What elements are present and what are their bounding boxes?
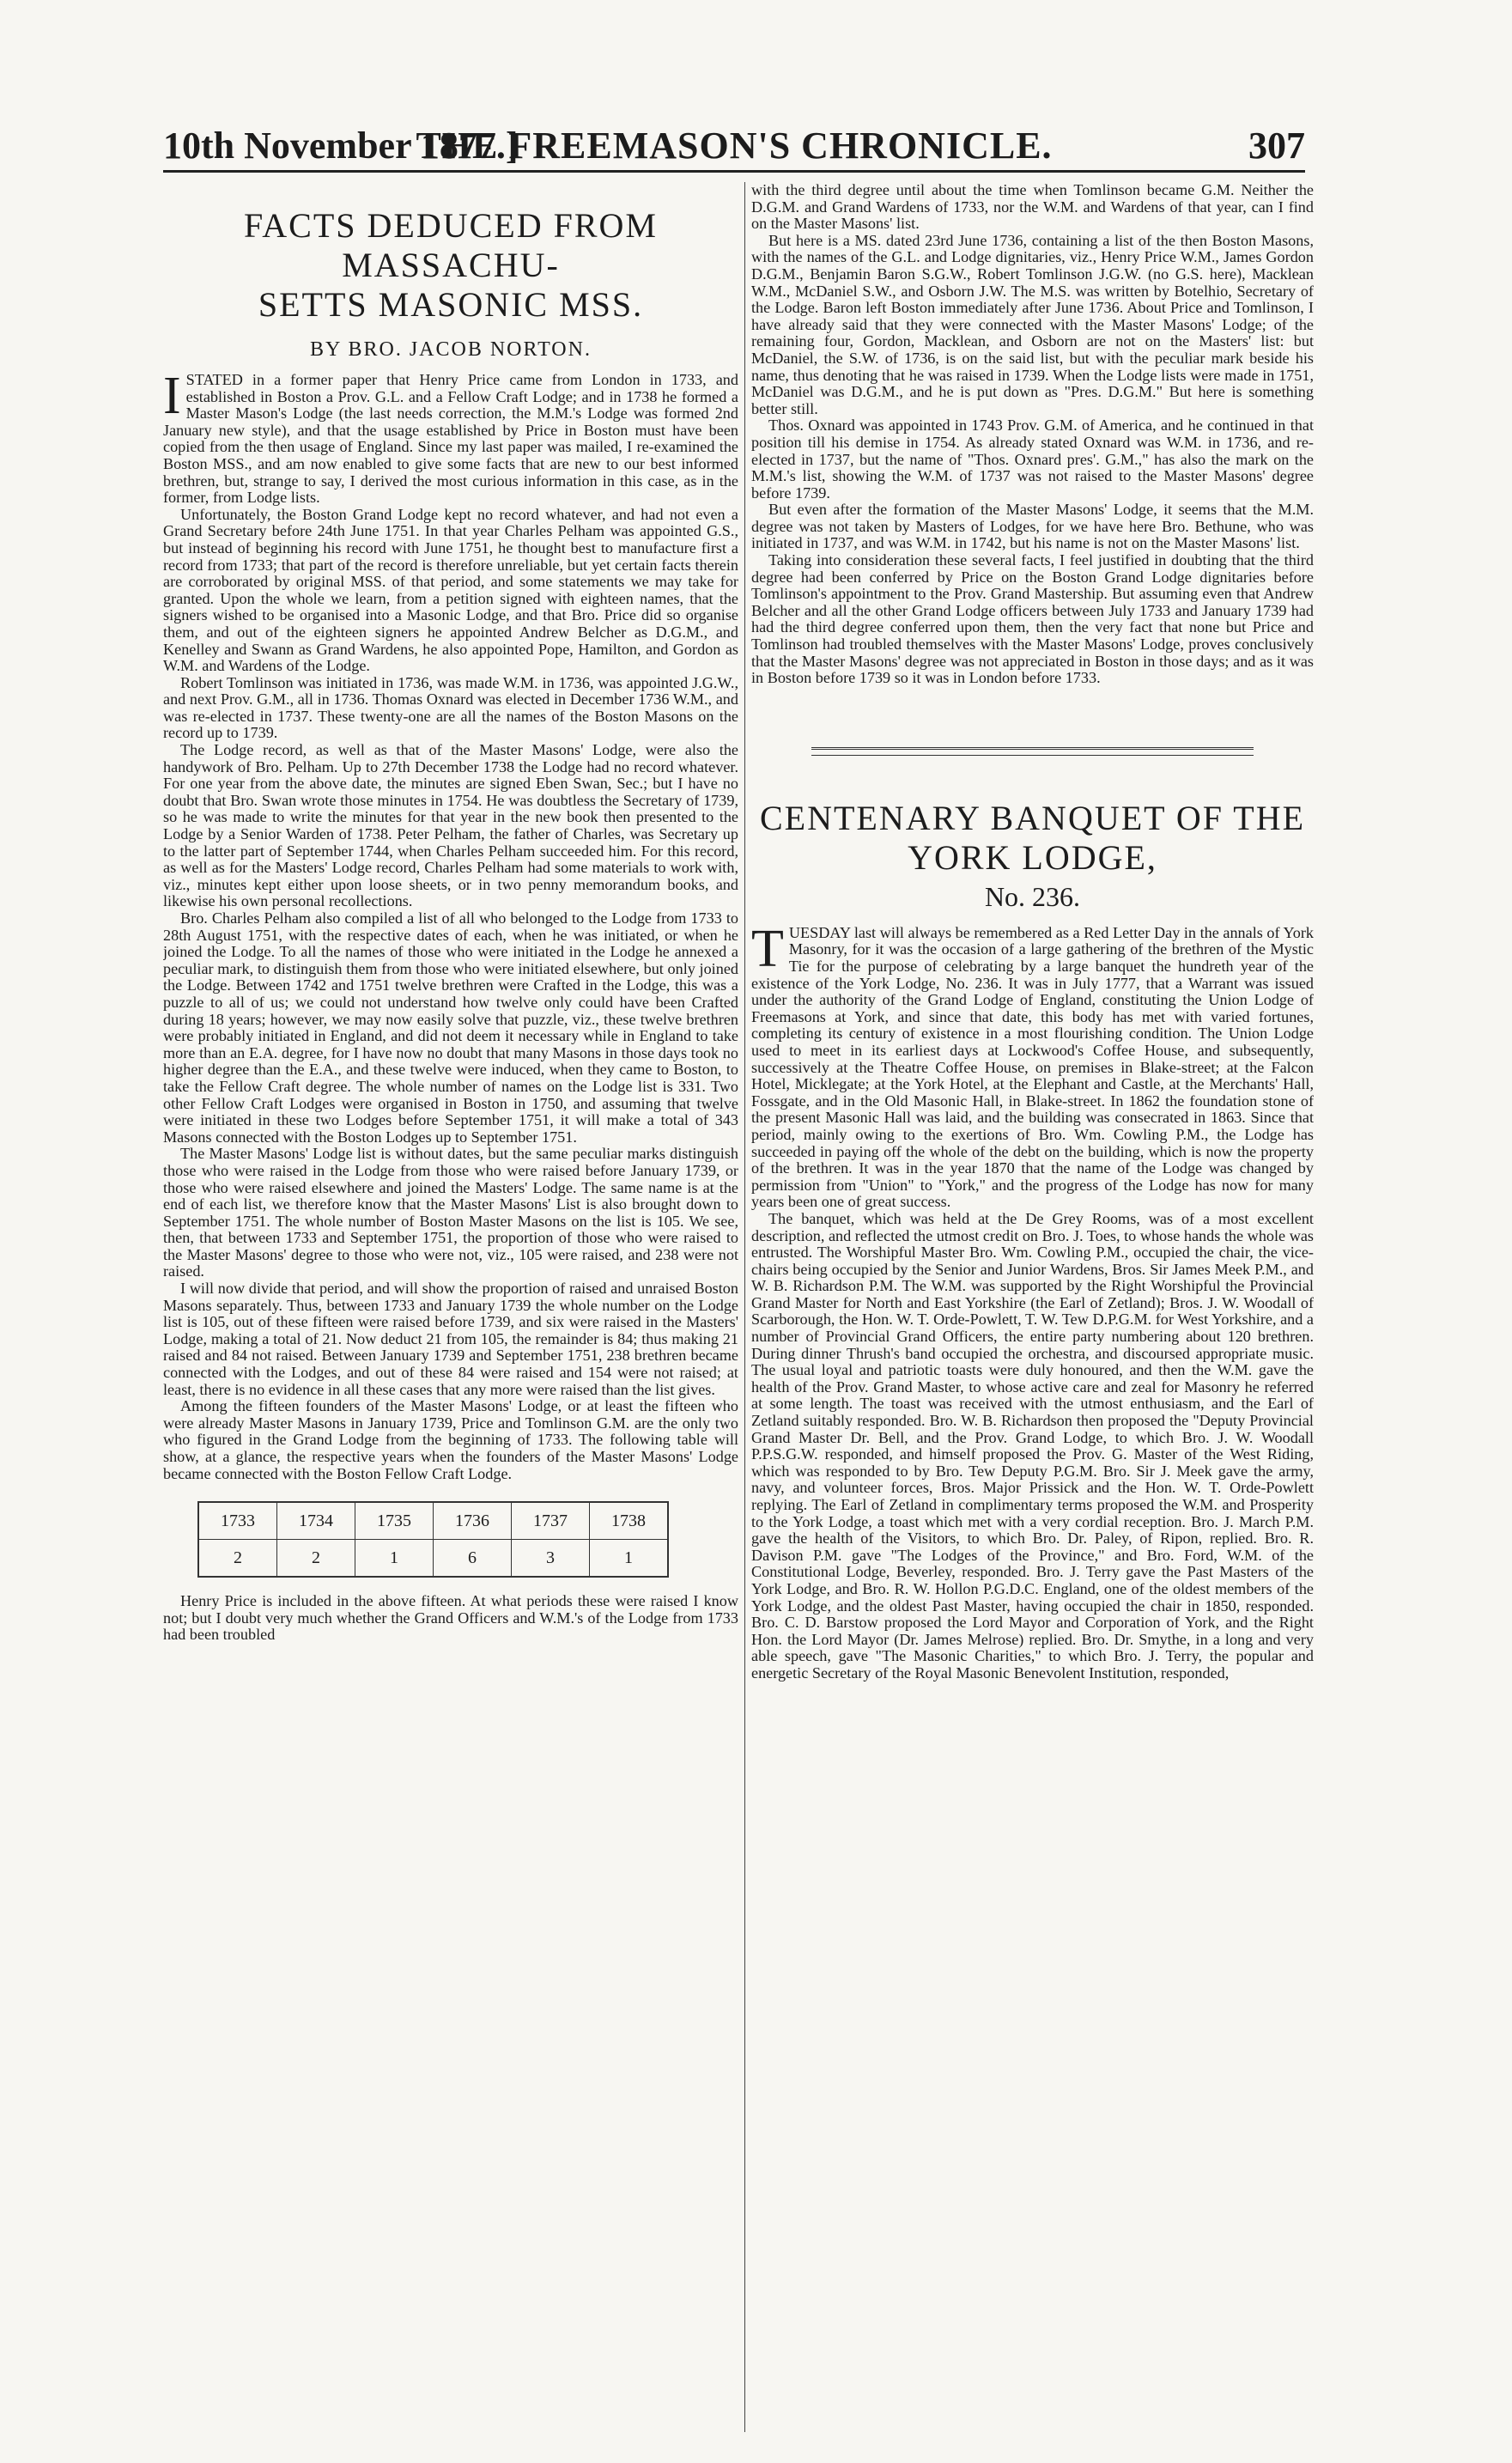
drop-cap: I xyxy=(163,367,181,425)
paragraph: Bro. Charles Pelham also compiled a list of all who belonged to the Lodge from 1733 to 28th August 1751, with the respective dates of each, when he was initiated, or when he joined the Lodge. To all the names of those who were initiated in the Lodge he annexed a peculiar mark, to distinguish them from those who were initiated elsewhere, but only joined the Lodge. Between 1742 and 1751 twelve brethren were Crafted in the Lodge, this was a puzzle to all of us; we could not understand how twelve only could have been Crafted during 18 years; however, we may now easily solve that puzzle, viz., these twelve brethren were probably initiated in England, and did not deem it necessary while in England to take more than an E.A. degree, for I have now no doubt that many Masons in those days took no higher degree than the E.A., and these twelve were induced, when they came to Boston, to take the Fellow Craft degree. The whole number of names on the Lodge list is 331. Two other Fellow Craft Lodges were organised in Boston in 1750, and assuming that twelve were initiated in these two Lodges before September 1751, it will make a total of 343 Masons connected with the Boston Lodges up to September 1751. xyxy=(163,909,738,1146)
table-cell: 1735 xyxy=(355,1502,434,1540)
paragraph: with the third degree until about the time when Tomlinson became G.M. Neither the D.G.M. and Grand Wardens of 1733, nor the W.M. and Wardens of that year, can I find on the Master Masons' list. xyxy=(751,182,1314,233)
page-number: 307 xyxy=(1248,125,1305,167)
table-row-counts xyxy=(198,1540,668,1578)
left-column xyxy=(163,182,738,2432)
paragraph: Robert Tomlinson was initiated in 1736, was made W.M. in 1736, was appointed J.G.W., and next Prov. G.M., all in 1736. Thomas Oxnard was elected in December 1736 W.M., and was re-elected in 1737. These twenty-one are all the names of the Boston Masons on the record up to 1739. xyxy=(163,673,738,742)
lodge-number: No. 236. xyxy=(984,880,1081,912)
table-cell: 1736 xyxy=(434,1502,512,1540)
table-cell: 1 xyxy=(590,1540,669,1578)
byline: BY BRO. JACOB NORTON. xyxy=(310,338,592,361)
table-cell: 1734 xyxy=(277,1502,355,1540)
paragraph: ISTATED in a former paper that Henry Price came from London in 1733, and established in Boston a Prov. G.L. and a Fellow Craft Lodge; and in 1738 he formed a Master Mason's Lodge (the last needs correction, the M.M.'s Lodge was formed 2nd January new style), and that the usage established by Price in Boston must have been copied from the then usage of England. Since my last paper was mailed, I re-examined the Boston MSS., and am now enabled to give some facts that are new to our best informed brethren, but, strange to say, I derived the most curious information in this case, as in the former, from Lodge lists. xyxy=(163,367,738,507)
paragraph: Thos. Oxnard was appointed in 1743 Prov. G.M. of America, and he continued in that position till his demise in 1754. As already stated Oxnard was W.M. in 1736, and re-elected in 1737, but the name of "Thos. Oxnard pres'. G.M.," has also the mark on the M.M.'s list, showing the W.M. of 1737 was not raised to the Master Masons' degree before 1739. xyxy=(751,417,1314,502)
paragraph: TUESDAY last will always be remembered as a Red Letter Day in the annals of York Masonry, for it was the occasion of a large gathering of the brethren of the Mystic Tie for the purpose of celebrating by a large banquet the hundreth year of the existence of the York Lodge, No. 236. It was in July 1777, that a Warrant was issued under the authority of the Grand Lodge of England, constituting the Union Lodge of Freemasons at York, and since that date, this body has met with varied fortunes, completing its century of existence in a most flourishing condition. The Union Lodge used to meet in its earliest days at Lockwood's Coffee House, and subsequently, successively at the Theatre Coffee House, on premises in Blake-street; at the Falcon Hotel, Micklegate; at the York Hotel, at the Elephant and Castle, at the Merchants' Hall, Fossgate, and in the Old Masonic Hall, in Blake-street. In 1862 the foundation stone of the present Masonic Hall was laid, and the building was consecrated in 1863. Since that period, mainly owing to the exertions of Bro. Wm. Cowling P.M., the Lodge has succeeded in paying off the whole of the debt on the building, which is now the property of the brethren. It was in the year 1870 that the name of the Lodge was changed by permission from "Union" to "York," and the progress of the Lodge has now for many years been one of great success. xyxy=(751,919,1314,1211)
masthead xyxy=(163,119,1305,173)
founders-year-table xyxy=(197,1501,669,1578)
table-row-years xyxy=(198,1502,668,1540)
title-line-1: FACTS DEDUCED FROM MASSACHU- xyxy=(244,206,658,284)
right-column xyxy=(751,182,1314,2432)
paragraph: Taking into consideration these several facts, I feel justified in doubting that the third degree had been conferred by Price on the Boston Grand Lodge dignitaries before Tomlinson's appointment to the Prov. Grand Mastership. But assuming even that Andrew Belcher and all the other Grand Lodge officers between July 1733 and January 1739 had had the third degree conferred upon them, then the very fact that none but Price and Tomlinson had troubled themselves with the Master Masons' Lodge, proves conclusively that the Master Masons' degree was not appreciated in Boston in those days; and as it was in Boston before 1739 so it was in London before 1733. xyxy=(751,551,1314,687)
title-line-2: SETTS MASONIC MSS. xyxy=(258,285,644,324)
table-cell: 1738 xyxy=(590,1502,669,1540)
drop-cap: T xyxy=(751,919,784,978)
paragraph: The Master Masons' Lodge list is without dates, but the same peculiar marks distinguish those who were raised in the Lodge from those who were raised before January 1739, or those who were raised elsewhere and joined the Masters' Lodge. The same name is at the end of each list, we therefore know that the Master Masons' List is also brought down to September 1751. The whole number of Boston Master Masons on the list is 105. We see, then, that between 1733 and September 1751, the proportion of those who were raised to the Master Masons' degree to those who were not, viz., 105 were raised, and 238 were not raised. xyxy=(163,1145,738,1280)
article-title-york-lodge: CENTENARY BANQUET OF THE YORK LODGE, xyxy=(759,798,1306,877)
publication-title: THE FREEMASON'S CHRONICLE. xyxy=(416,125,1053,167)
paragraph: Among the fifteen founders of the Master Masons' Lodge, or at least the fifteen who were already Master Masons in January 1739, Price and Tomlinson G.M. are the only two who figured in the Grand Lodge from the beginning of 1733. The following table will show, at a glance, the respective years when the founders of the Master Masons' Lodge became connected with the Boston Fellow Craft Lodge. xyxy=(163,1397,738,1482)
table-cell: 3 xyxy=(512,1540,590,1578)
column-divider xyxy=(744,182,745,2432)
paragraph: But here is a MS. dated 23rd June 1736, containing a list of the then Boston Masons, with the names of the G.L. and Lodge dignitaries, viz., Henry Price W.M., James Gordon D.G.M., Benjamin Baron S.G.W., Robert Tomlinson J.G.W. (no G.S. here), Macklean W.M., McDaniel S.W., and Osborn J.W. The M.S. was written by Botelhio, Secretary of the Lodge. Baron left Boston immediately after June 1736. About Price and Tomlinson, I have already said that they were connected with the Master Masons' Lodge; of the remaining four, Gordon, Macklean, and Osborn are not on the Masters' list: but McDaniel, the S.W. of 1736, is on the said list, but with the peculiar mark beside his name, thus denoting that he was raised in 1739. When the Lodge lists were made in 1751, McDaniel was D.G.M., and he is put down as "Pres. D.G.M." But here is something better still. xyxy=(751,231,1314,417)
paragraph: I will now divide that period, and will show the proportion of raised and unraised Boston Masons separately. Thus, between 1733 and January 1739 the whole number on the Lodge list is 105, out of these fifteen were raised before 1739, and six were raised in the Masters' Lodge, making a total of 21. Now deduct 21 from 105, the remainder is 84; thus making 21 raised and 84 not raised. Between January 1739 and September 1751, 238 brethren became connected with the Lodges, and out of these 84 were raised and 154 were not raised; at least, there is no evidence in all these cases that any more were raised than the list gives. xyxy=(163,1280,738,1398)
table-cell: 1737 xyxy=(512,1502,590,1540)
issue-date: 10th November 1877.] xyxy=(163,125,519,167)
paragraph: The Lodge record, as well as that of the Master Masons' Lodge, were also the handywork of Bro. Pelham. Up to 27th December 1738 the Lodge had no record whatever. For one year from the above date, the minutes are signed Eben Swan, Sec.; but I have no doubt that Bro. Swan wrote those minutes in 1754. He was doubtless the Secretary of 1739, so he was made to write the minutes for that year in the new book then presented to the Lodge by a Senior Warden of 1738. Peter Pelham, the father of Charles, was Secretary up to the latter part of September 1744, when Charles Pelham succeeded him. For this record, as well as for the Masters' Lodge record, Charles Pelham had some materials to work with, viz., minutes kept either upon loose sheets, or in two penny memorandum books, and likewise his own personal recollections. xyxy=(163,741,738,910)
paragraph: The banquet, which was held at the De Grey Rooms, was of a most excellent description, and reflected the utmost credit on Bro. J. Toes, to whose hands the whole was entrusted. The Worshipful Master Bro. Wm. Cowling P.M., occupied the chair, the vice-chairs being occupied by the Senior and Junior Wardens, Bros. Sir James Meek P.M., and W. B. Richardson P.M. The W.M. was supported by the Right Worshipful the Provincial Grand Master for North and East Yorkshire (the Earl of Zetland); Bros. J. W. Woodall of Scarborough, the Hon. W. T. Orde-Powlett, T. W. Tew D.P.G.M. for West Yorkshire, and a number of Provincial Grand Officers, the entire party numbering about 120 brethren. During dinner Thrush's band occupied the orchestra, and discoursed appropriate music. The usual loyal and patriotic toasts were duly honoured, and then the W.M. gave the health of the Prov. Grand Master, to whose active care and zeal for Masonry he referred at some length. The toast was received with the utmost enthusiasm, and the Earl of Zetland suitably responded. Bro. W. B. Richardson then proposed the "Deputy Provincial Grand Master Dr. Bell, and the Prov. Grand Lodge, to which Bro. J. W. Woodall P.P.S.G.W. responded, and himself proposed the Prov. G. Master of the West Riding, which was responded to by Bro. Tew Deputy P.G.M. Bro. Sir J. Meek gave the army, navy, and volunteer forces, Bros. Major Prissick and the Hon. W. T. Orde-Powlett replying. The Earl of Zetland in complimentary terms proposed the W.M. and Prosperity to the York Lodge, a toast which met with a very cordial reception. Bro. J. March P.M. gave the health of the Visitors, to which Bro. Dr. Paley, of Ripon, replied. Bro. R. Davison P.M. gave "The Lodges of the Province," and Bro. Ford, W.M. of the Constitutional Lodge, Beverley, responded. Bro. J. Terry gave the Past Masters of the York Lodge, and Bro. R. W. Hollon P.G.D.C. England, one of the oldest members of the York Lodge, and the oldest Past Master, having occupied the chair in 1850, responded. Bro. C. D. Barstow proposed the Lord Mayor and Corporation of York, and the Right Hon. the Lord Mayor (Dr. James Melrose) replied. Bro. Dr. Smythe, in a long and very able speech, gave "The Masonic Charities," to which Bro. J. Terry, the popular and energetic Secretary of the Royal Masonic Benevolent Institution, responded, xyxy=(751,1209,1314,1682)
section-divider xyxy=(811,747,1254,756)
paragraph: But even after the formation of the Master Masons' Lodge, it seems that the M.M. degree was not taken by Masters of Lodges, for we have here Bro. Bethune, who was initiated in 1737, and was W.M. in 1742, but his name is not on the Master Masons' list. xyxy=(751,501,1314,552)
paragraph: Unfortunately, the Boston Grand Lodge kept no record whatever, and had not even a Grand Secretary before 24th June 1751. In that year Charles Pelham was appointed G.S., but instead of beginning his record with June 1751, he thought best to manufacture first a record from 1733; that part of the record is therefore unreliable, but yet certain facts therein are corroborated by original MSS. of that period, and some statements we may take for granted. Upon the whole we learn, from a petition signed with eighteen names, that the signers wished to be organised into a Masonic Lodge, and that Bro. Price did so organise them, and out of the eighteen signers he appointed Andrew Belcher as D.G.M., and Kenelley and Swann as Grand Wardens, he also appointed Pope, Hamilton, and Gordon as W.M. and Wardens of the Lodge. xyxy=(163,505,738,675)
table-cell: 1 xyxy=(355,1540,434,1578)
table-cell: 2 xyxy=(277,1540,355,1578)
table-cell: 6 xyxy=(434,1540,512,1578)
paragraph: Henry Price is included in the above fifteen. At what periods these were raised I know not; but I doubt very much whether the Grand Officers and W.M.'s of the Lodge from 1733 had been troubled xyxy=(163,1592,738,1644)
table-cell: 1733 xyxy=(198,1502,277,1540)
table-cell: 2 xyxy=(198,1540,277,1578)
article-title-massachusetts xyxy=(163,206,738,325)
